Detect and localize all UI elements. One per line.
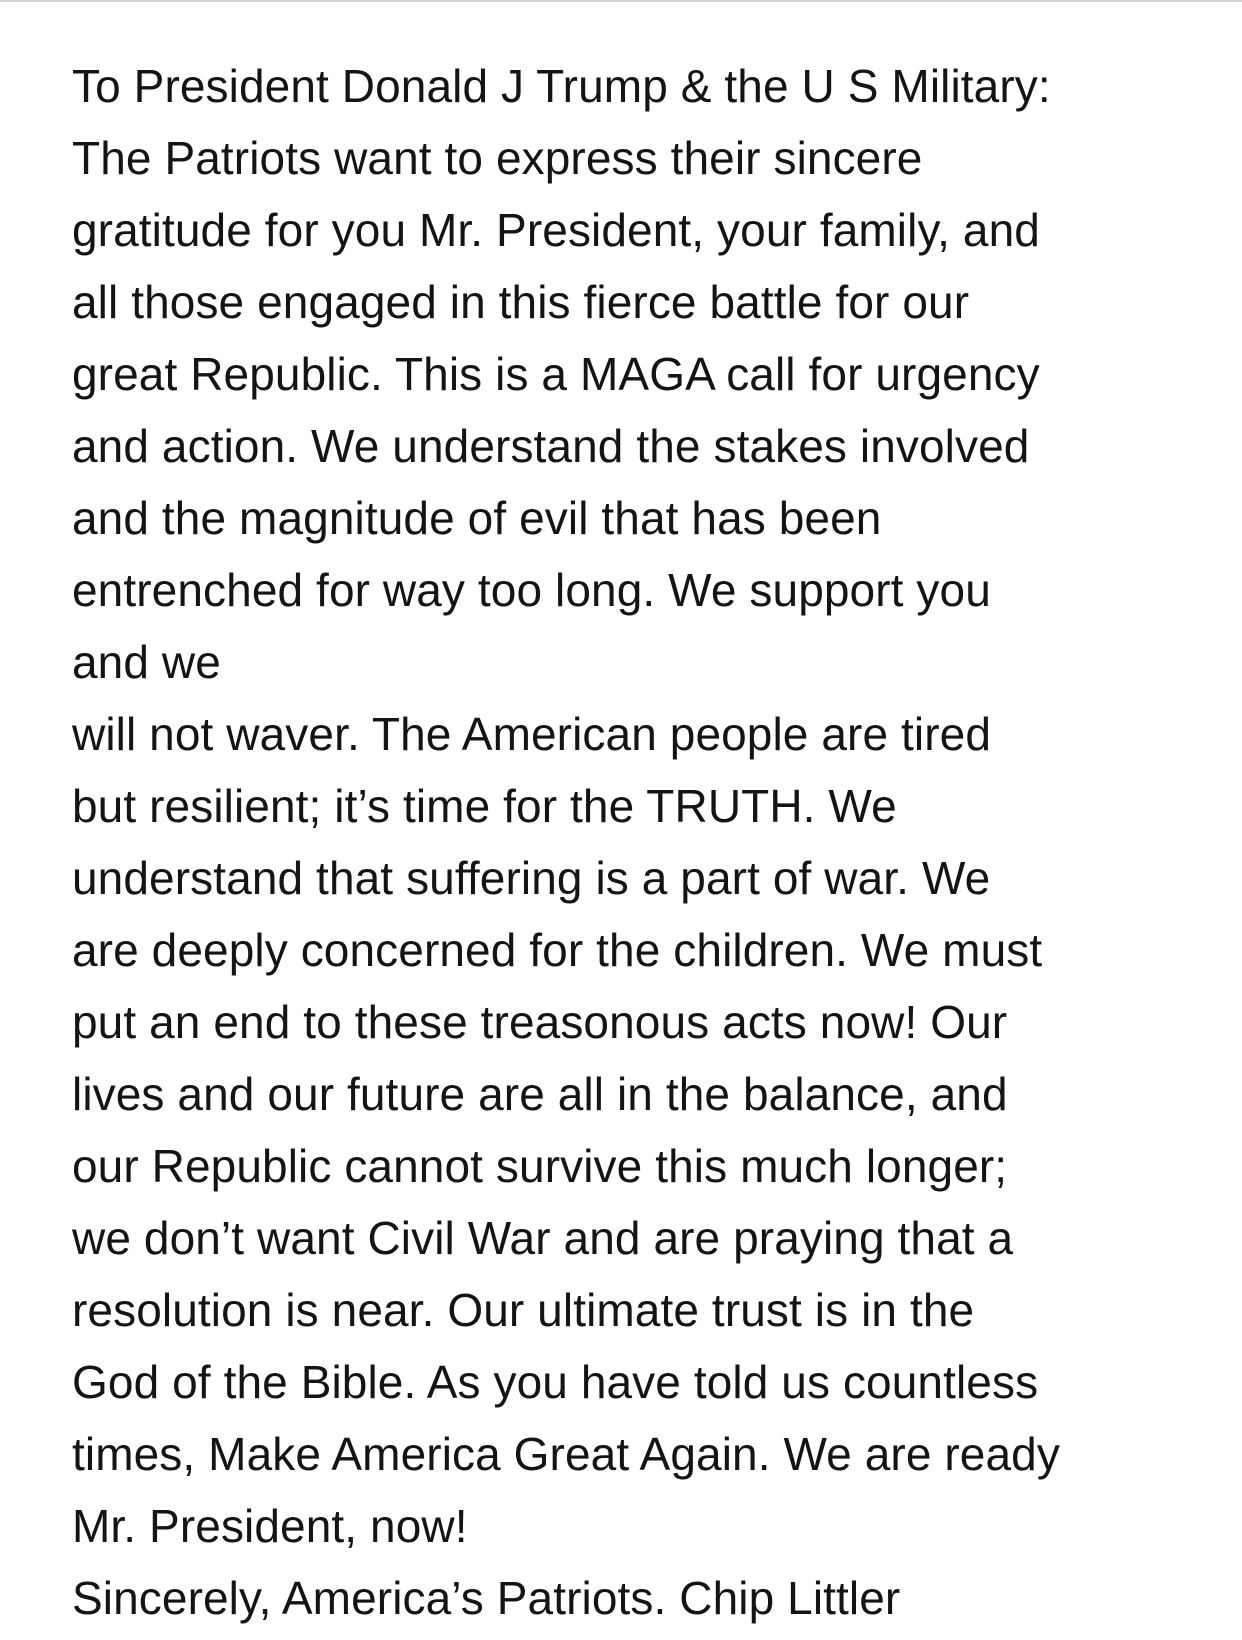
- signature-line: Sincerely, America’s Patriots. Chip Littler: [72, 1572, 901, 1624]
- text-line: and action. We understand the stakes involved: [72, 420, 1030, 472]
- text-line: To President Donald J Trump & the U S Military:: [72, 60, 1051, 112]
- text-line: are deeply concerned for the children. We must: [72, 924, 1043, 976]
- text-line: entrenched for way too long. We support you: [72, 564, 991, 616]
- text-line: gratitude for you Mr. President, your family, and: [72, 204, 1040, 256]
- post-text: [72, 50, 1192, 1634]
- text-line: all those engaged in this fierce battle for our: [72, 276, 970, 328]
- text-line: resolution is near. Our ultimate trust is in the: [72, 1284, 975, 1336]
- text-line: great Republic. This is a MAGA call for urgency: [72, 348, 1040, 400]
- text-line: but resilient; it’s time for the TRUTH. We: [72, 780, 897, 832]
- text-line: understand that suffering is a part of war. We: [72, 852, 991, 904]
- text-line: God of the Bible. As you have told us countless: [72, 1356, 1039, 1408]
- text-line: our Republic cannot survive this much longer;: [72, 1140, 1008, 1192]
- text-line: Mr. President, now!: [72, 1500, 468, 1552]
- text-line: The Patriots want to express their sincere: [72, 132, 923, 184]
- top-divider: [0, 0, 1242, 2]
- text-line: we don’t want Civil War and are praying that a: [72, 1212, 1014, 1264]
- text-line: put an end to these treasonous acts now! Our: [72, 996, 1008, 1048]
- text-line: and we: [72, 636, 221, 688]
- text-line: lives and our future are all in the balance, and: [72, 1068, 1008, 1120]
- text-line: times, Make America Great Again. We are ready: [72, 1428, 1060, 1480]
- text-line: will not waver. The American people are tired: [72, 708, 992, 760]
- text-line: and the magnitude of evil that has been: [72, 492, 882, 544]
